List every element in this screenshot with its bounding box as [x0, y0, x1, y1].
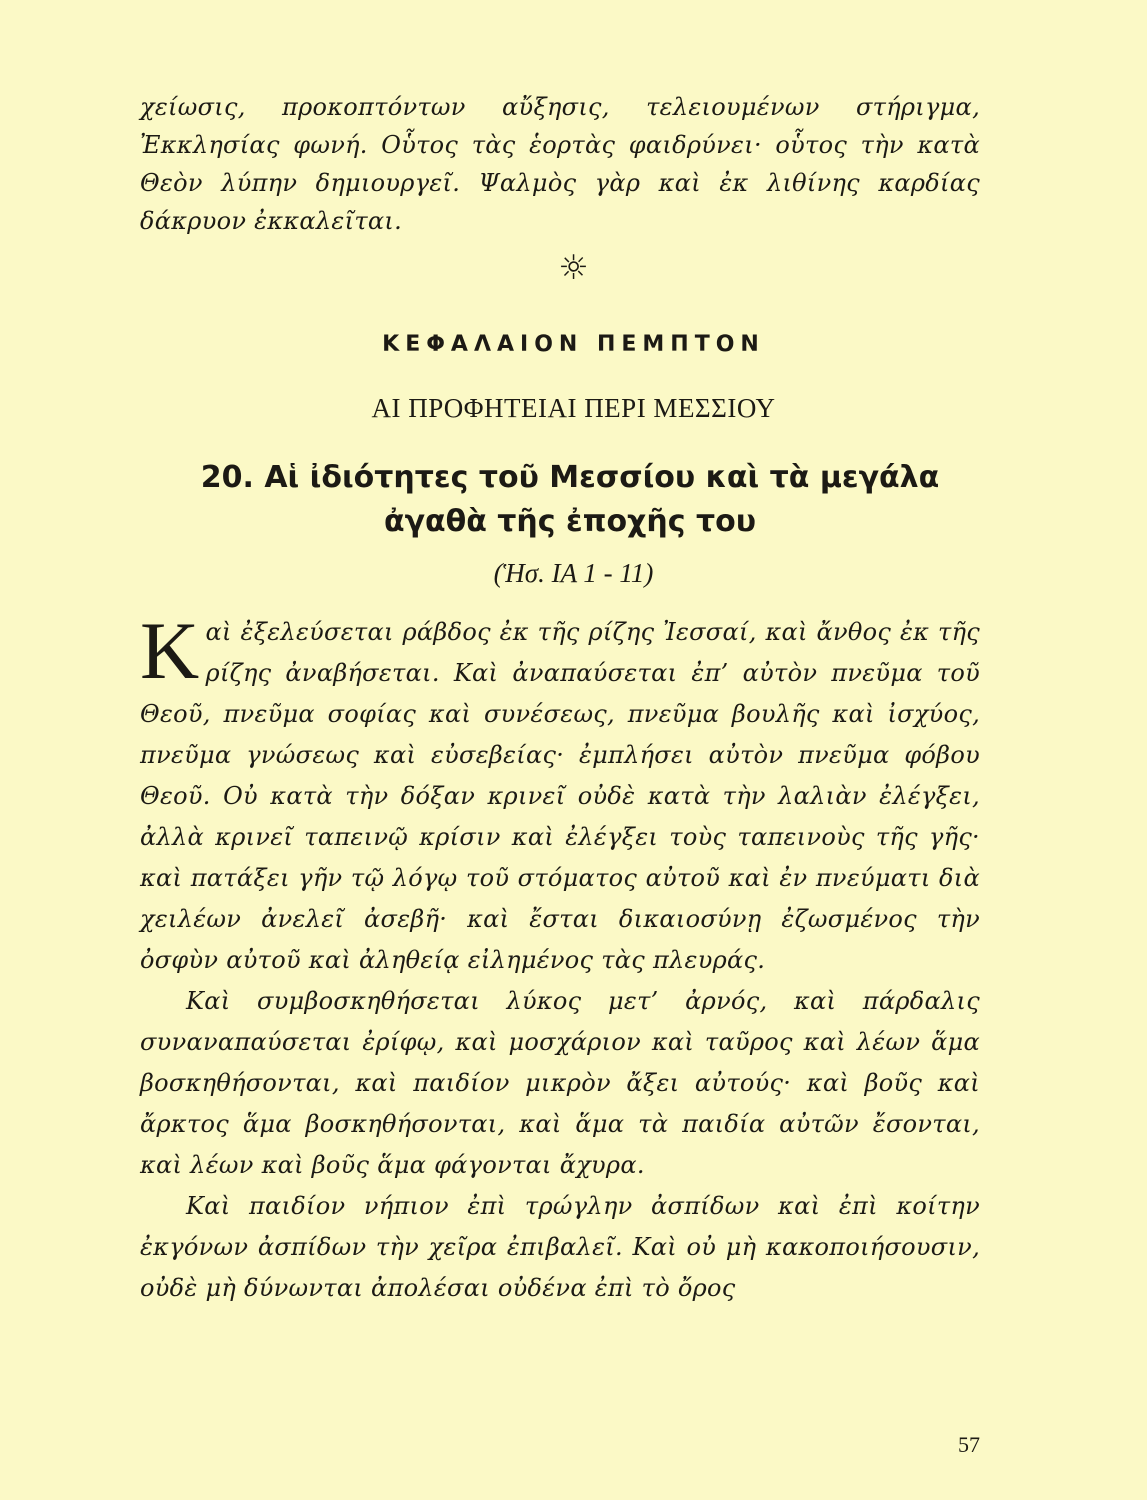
paragraph-1-text: αὶ ἐξελεύσεται ράβδος ἐκ τῆς ρίζης Ἰεσσαί, καὶ ἄνθος ἐκ τῆς ρίζης ἀναβήσεται. Καὶ ἀναπαύσεται ἐπ’ αὐτὸν πνεῦμα τοῦ Θεοῦ, πνεῦμα σοφίας καὶ συνέσεως, πνεῦμα βουλῆς καὶ ἰσχύος, πνεῦμα γνώσεως καὶ εὐσεβείας· ἐμπλήσει αὐτὸν πνεῦμα φόβου Θεοῦ. Οὐ κατὰ τὴν δόξαν κρινεῖ οὐδὲ κατὰ τὴν λαλιὰν ἐλέγξει, ἀλλὰ κρινεῖ ταπεινῷ κρίσιν καὶ ἐλέγξει τοὺς ταπεινοὺς τῆς γῆς· καὶ πατάξει γῆν τῷ λόγῳ τοῦ στόματος αὐτοῦ καὶ ἐν πνεύματι διὰ χειλέων ἀνελεῖ ἀσεβῆ· καὶ ἔσται δικαιοσύνῃ ἐζωσμένος τὴν ὀσφὺν αὐτοῦ καὶ ἀληθείᾳ εἰλημένος τὰς πλευράς. [140, 618, 980, 974]
ornament-icon: ☼ [558, 248, 589, 288]
continued-paragraph: χείωσις, προκοπτόντων αὔξησις, τελειουμένων στήριγμα, Ἐκκλησίας φωνή. Οὗτος τὰς ἑορτὰς φαιδρύνει· οὗτος τὴν κατὰ Θεὸν λύπην δημιουργεῖ. Ψαλμὸς γὰρ καὶ ἐκ λιθίνης καρδίας δάκρυον ἐκκαλεῖται. [140, 93, 980, 235]
scripture-reference: (Ἡσ. ΙΑ 1 - 11) [493, 558, 654, 588]
section-heading: 20. Αἱ ἰδιότητες τοῦ Μεσσίου καὶ τὰ μεγάλα ἀγαθὰ τῆς ἐποχῆς του [200, 460, 940, 539]
drop-cap: Κ [140, 605, 200, 696]
body-text [140, 605, 980, 1309]
page-number: 57 [958, 1432, 980, 1457]
chapter-subtitle: ΑΙ ΠΡΟΦΗΤΕΙΑΙ ΠΕΡΙ ΜΕΣΣΙΟΥ [371, 393, 776, 423]
paragraph-2: Καὶ συμβοσκηθήσεται λύκος μετ’ ἀρνός, καὶ πάρδαλις συναναπαύσεται ἐρίφῳ, καὶ μοσχάριον καὶ ταῦρος καὶ λέων ἅμα βοσκηθήσονται, καὶ παιδίον μικρὸν ἄξει αὐτούς· καὶ βοῦς καὶ ἄρκτος ἅμα βοσκηθήσονται, καὶ ἅμα τὰ παιδία αὐτῶν ἔσονται, καὶ λέων καὶ βοῦς ἅμα φάγονται ἄχυρα. [140, 987, 980, 1179]
paragraph-3: Καὶ παιδίον νήπιον ἐπὶ τρώγλην ἀσπίδων καὶ ἐπὶ κοίτην ἐκγόνων ἀσπίδων τὴν χεῖρα ἐπιβαλεῖ. Καὶ οὐ μὴ κακοποιήσουσιν, οὐδὲ μὴ δύνωνται ἀπολέσαι οὐδένα ἐπὶ τὸ ὄρος [140, 1192, 980, 1302]
chapter-title: ΚΕΦΑΛΑΙΟΝ ΠΕΜΠΤΟΝ [382, 332, 765, 357]
paragraph-1 [140, 605, 980, 981]
